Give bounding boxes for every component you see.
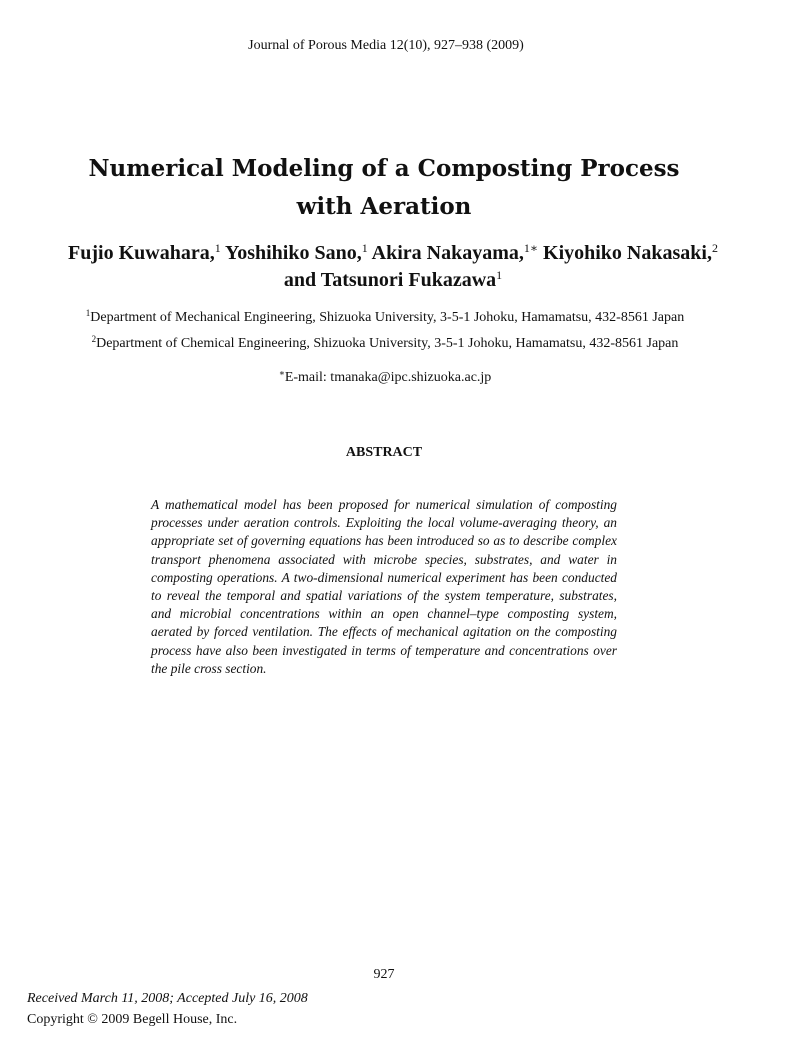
author-name: Fujio Kuwahara, [68,242,215,264]
page-number: 927 [373,967,395,982]
affiliation-2 [0,336,770,352]
author-line-1 [0,240,786,267]
author-affiliation-mark: 1∗ [523,241,539,255]
author-affiliation-mark: 2 [711,241,718,255]
affiliation-text: Department of Chemical Engineering, Shizuoka University, 3-5-1 Johoku, Hamamatsu, 432-8561 Japan [96,336,679,351]
paper-title [0,150,768,226]
affiliation-mark: 2 [91,334,97,344]
author-affiliation-mark: 1 [361,241,368,255]
affiliation-text: Department of Mechanical Engineering, Shizuoka University, 3-5-1 Johoku, Hamamatsu, 432-8561 Japan [90,310,685,325]
received-dates: Received March 11, 2008; Accepted July 16, 2008 [27,991,308,1006]
email-text: E-mail: tmanaka@ipc.shizuoka.ac.jp [284,370,492,385]
author-conjunction: and [283,269,317,291]
corresponding-mark: ∗ [278,368,285,378]
author-name: Yoshihiko Sano, [224,242,362,264]
affiliation-mark: 1 [85,308,91,318]
journal-citation: Journal of Porous Media 12(10), 927–938 (2009) [248,38,524,53]
affiliation-1 [0,310,770,326]
title-line-1: Numerical Modeling of a Composting Process [88,155,680,182]
abstract-heading: ABSTRACT [345,445,423,460]
title-line-2: with Aeration [296,193,472,220]
author-line-2 [0,267,786,294]
author-name: Tatsunori Fukazawa [320,269,497,291]
corresponding-email [0,370,770,386]
copyright-notice: Copyright © 2009 Begell House, Inc. [27,1012,238,1027]
author-list [0,240,786,294]
author-name: Kiyohiko Nakasaki, [543,242,712,264]
author-name: Akira Nakayama, [371,242,524,264]
author-affiliation-mark: 1 [214,241,221,255]
author-affiliation-mark: 1 [496,268,503,282]
abstract-body: A mathematical model has been proposed for numerical simulation of composting processes under aeration controls. Exploiting the local volume-averaging theory, an appropriate set of governing equations has been introduced so as to describe complex transport phenomena associated with microbe species, substrates, and water in composting operations. A two-dimensional numerical experiment has been conducted to reveal the temporal and spatial variations of the system temperature, substrates, and microbial concentrations within an open channel–type composting system, aerated by forced ventilation. The effects of mechanical agitation on the composting process have also been investigated in terms of temperature and concentrations over the pile cross section. [151,497,617,676]
